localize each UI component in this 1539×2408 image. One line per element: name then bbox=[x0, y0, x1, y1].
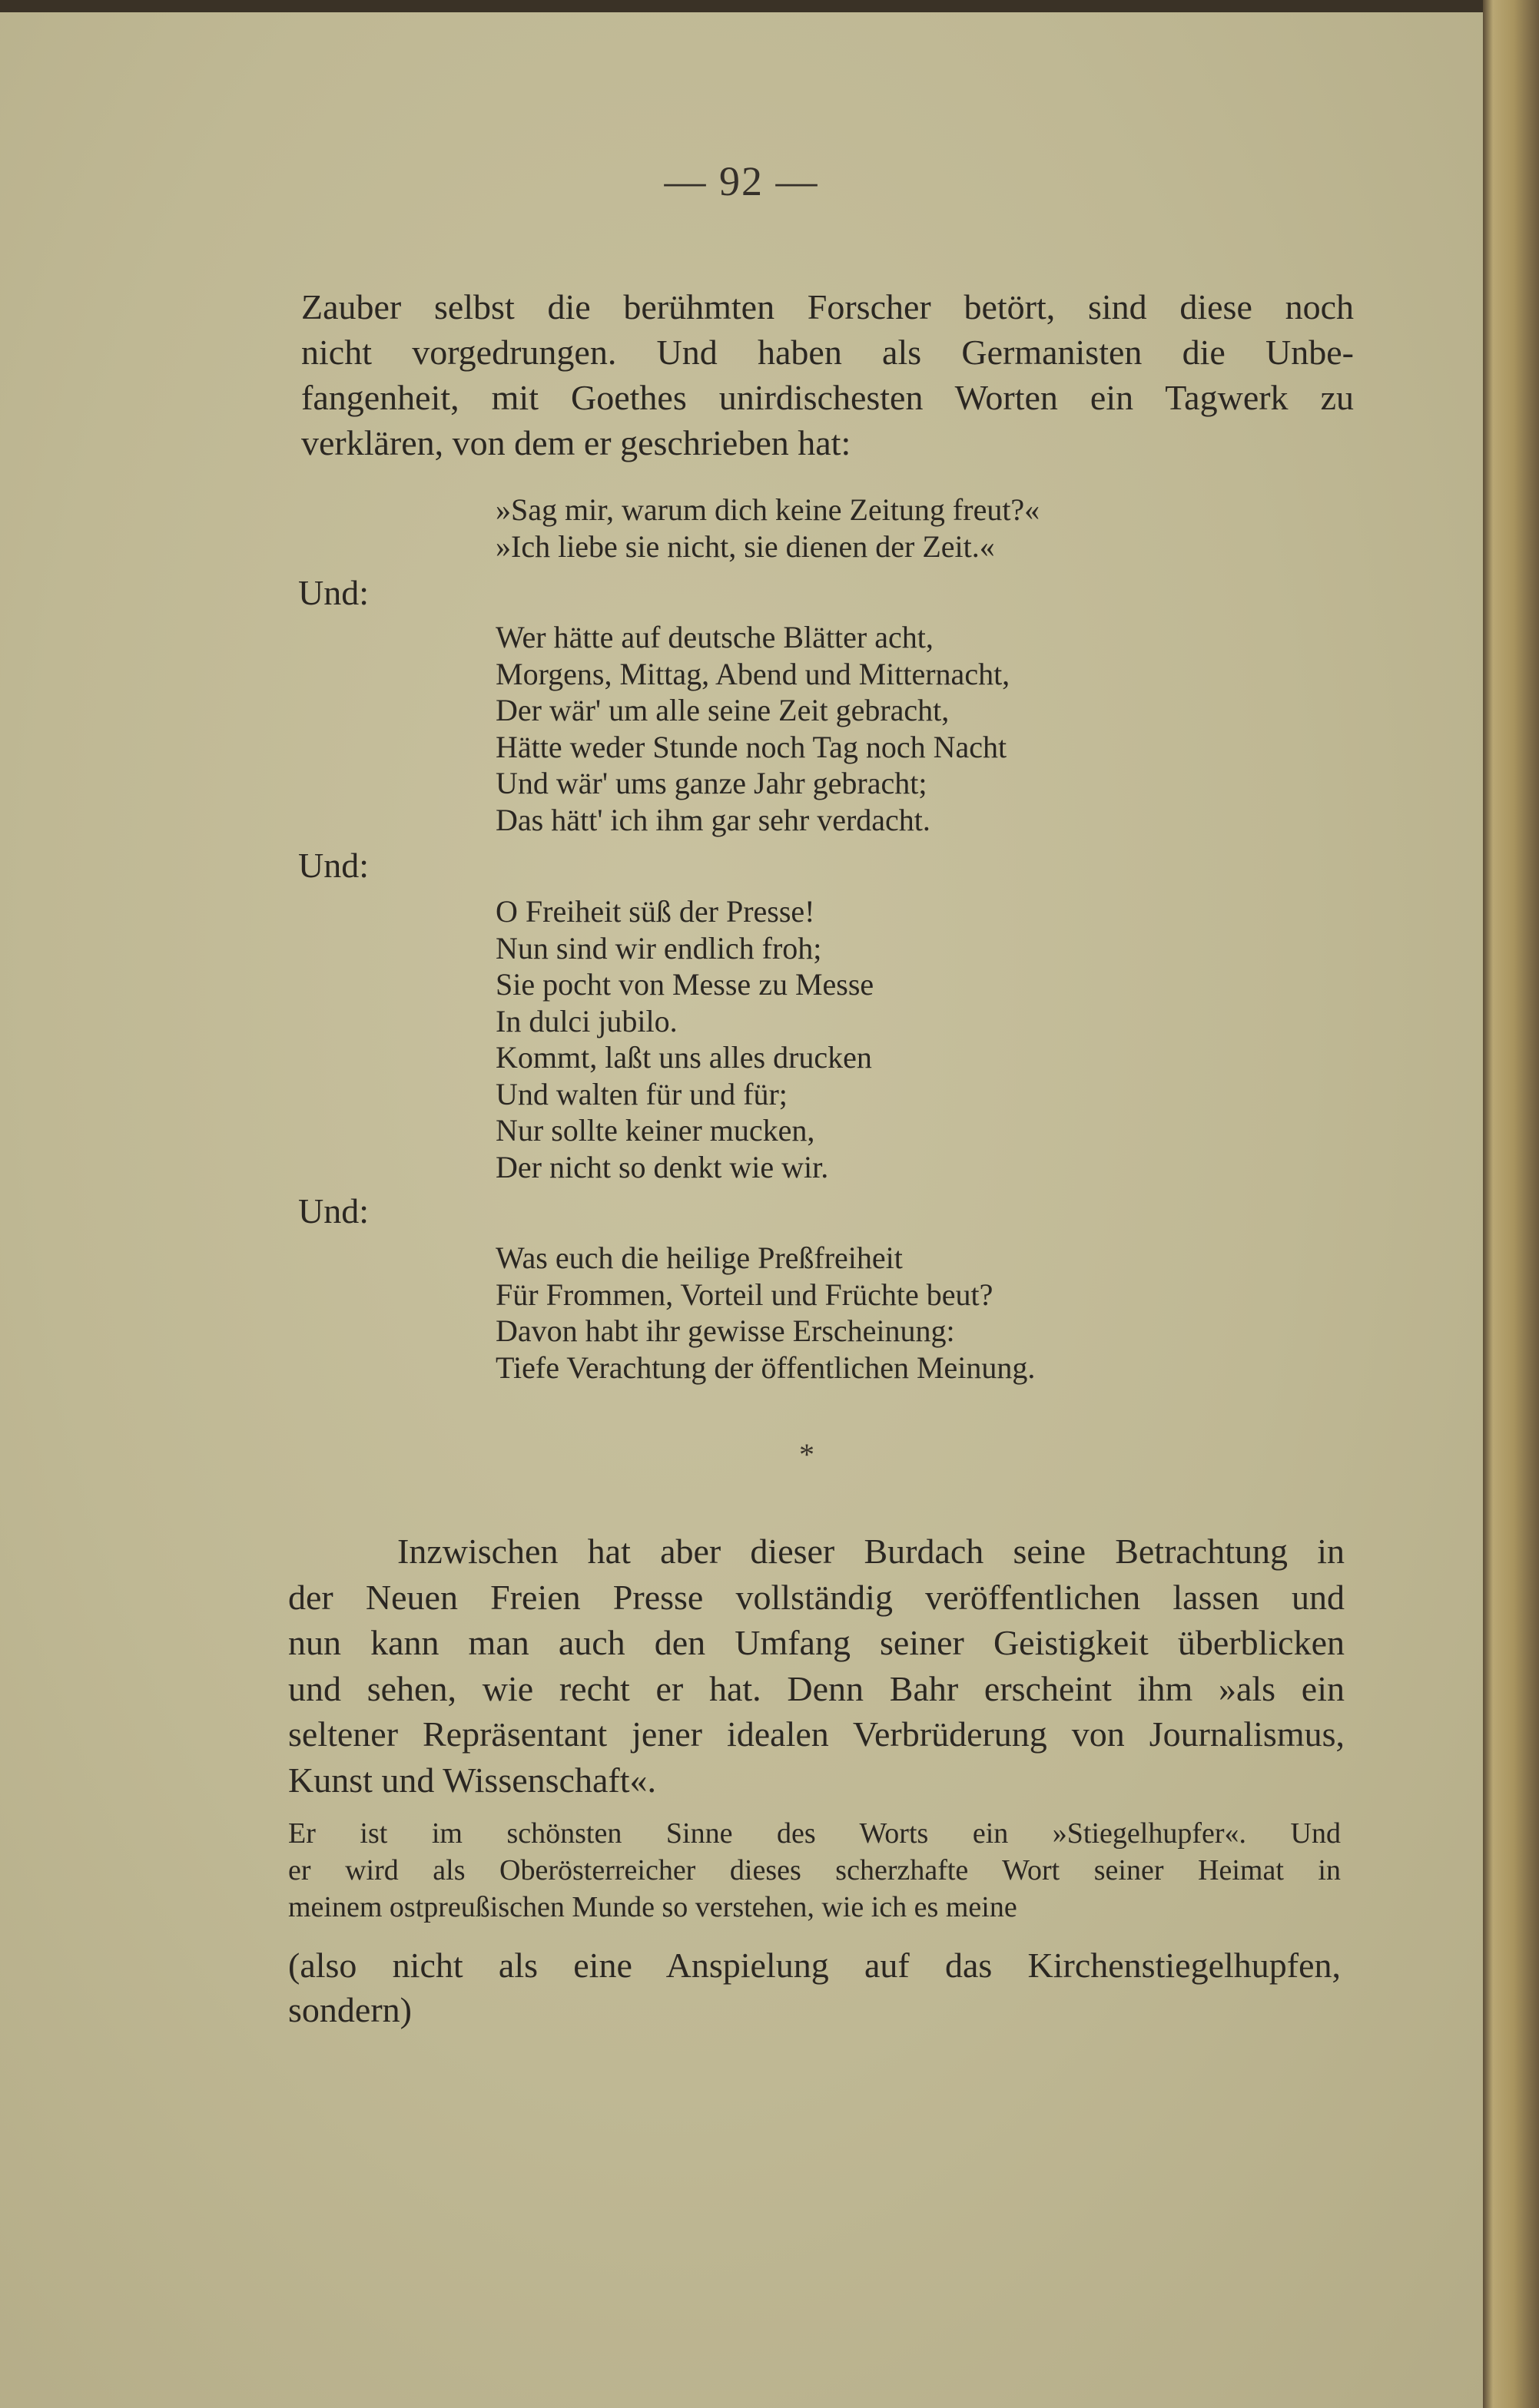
verse-line: Und walten für und für; bbox=[496, 1076, 788, 1111]
verse-line: »Ich liebe sie nicht, sie dienen der Zeit.« bbox=[496, 528, 995, 564]
text-line: Er ist im schönsten Sinne des Worts ein »Stiegelhupfer«. Und bbox=[288, 1817, 1341, 1850]
intro-paragraph bbox=[301, 284, 1354, 465]
text-line: Inzwischen hat aber dieser Burdach seine Betrachtung in bbox=[397, 1532, 1345, 1571]
und-label: Und: bbox=[298, 1191, 369, 1230]
text-line: Zauber selbst die berühmten Forscher betört, sind diese noch bbox=[301, 287, 1354, 326]
text-line: und sehen, wie recht er hat. Denn Bahr erscheint ihm »als ein bbox=[288, 1668, 1345, 1708]
verse-line: Tiefe Verachtung der öffentlichen Meinung. bbox=[496, 1350, 1036, 1385]
text-line: fangenheit, mit Goethes unirdischesten Worten ein Tagwerk zu bbox=[301, 378, 1354, 417]
closing-paragraph bbox=[288, 1943, 1341, 2032]
verse-line: Der wär' um alle seine Zeit gebracht, bbox=[496, 693, 950, 727]
small-print-paragraph bbox=[288, 1815, 1341, 1926]
verse-stanza-2 bbox=[496, 619, 1010, 838]
verse-line: »Sag mir, warum dich keine Zeitung freut?« bbox=[496, 492, 1040, 527]
verse-line: Morgens, Mittag, Abend und Mitternacht, bbox=[496, 656, 1010, 691]
verse-stanza-4 bbox=[496, 1240, 1035, 1386]
main-paragraph bbox=[288, 1529, 1345, 1803]
text-line: sondern) bbox=[288, 1990, 412, 2029]
verse-line: Wer hätte auf deutsche Blätter acht, bbox=[496, 620, 934, 654]
verse-line: Sie pocht von Messe zu Messe bbox=[496, 967, 874, 1002]
text-line: (also nicht als eine Anspielung auf das Kirchenstiegelhupfen, bbox=[288, 1946, 1341, 1985]
text-line: der Neuen Freien Presse vollständig veröffentlichen lassen und bbox=[288, 1577, 1345, 1617]
verse-line: Hätte weder Stunde noch Tag noch Nacht bbox=[496, 729, 1007, 764]
verse-line: Kommt, laßt uns alles drucken bbox=[496, 1040, 872, 1075]
verse-stanza-3 bbox=[496, 893, 874, 1185]
page-number: — 92 — bbox=[664, 158, 819, 204]
verse-line: Für Frommen, Vorteil und Früchte beut? bbox=[496, 1277, 993, 1312]
verse-line: In dulci jubilo. bbox=[496, 1003, 678, 1038]
section-separator: * bbox=[799, 1437, 814, 1472]
text-line: seltener Repräsentant jener idealen Verbrüderung von Journalismus, bbox=[288, 1714, 1345, 1754]
und-label: Und: bbox=[298, 573, 369, 612]
verse-line: Der nicht so denkt wie wir. bbox=[496, 1149, 829, 1184]
verse-line: Was euch die heilige Preßfreiheit bbox=[496, 1240, 903, 1275]
verse-line: O Freiheit süß der Presse! bbox=[496, 894, 815, 929]
verse-stanza-1 bbox=[496, 492, 1040, 565]
text-line: meinem ostpreußischen Munde so verstehen, wie ich es meine bbox=[288, 1891, 1017, 1923]
text-line: er wird als Oberösterreicher dieses scherzhafte Wort seiner Heimat in bbox=[288, 1854, 1341, 1886]
verse-line: Nun sind wir endlich froh; bbox=[496, 930, 822, 966]
text-line: nun kann man auch den Umfang seiner Geistigkeit überblicken bbox=[288, 1623, 1345, 1662]
verse-line: Und wär' ums ganze Jahr gebracht; bbox=[496, 766, 927, 800]
text-line: Kunst und Wissenschaft«. bbox=[288, 1760, 656, 1800]
text-line: verklären, von dem er geschrieben hat: bbox=[301, 423, 851, 462]
verse-line: Nur sollte keiner mucken, bbox=[496, 1113, 815, 1148]
book-spine-edge bbox=[1483, 0, 1539, 2408]
verse-line: Das hätt' ich ihm gar sehr verdacht. bbox=[496, 802, 930, 837]
verse-line: Davon habt ihr gewisse Erscheinung: bbox=[496, 1313, 955, 1348]
text-line: nicht vorgedrungen. Und haben als Germanisten die Unbe- bbox=[301, 333, 1354, 372]
page-top-edge bbox=[0, 0, 1483, 12]
und-label: Und: bbox=[298, 846, 369, 885]
